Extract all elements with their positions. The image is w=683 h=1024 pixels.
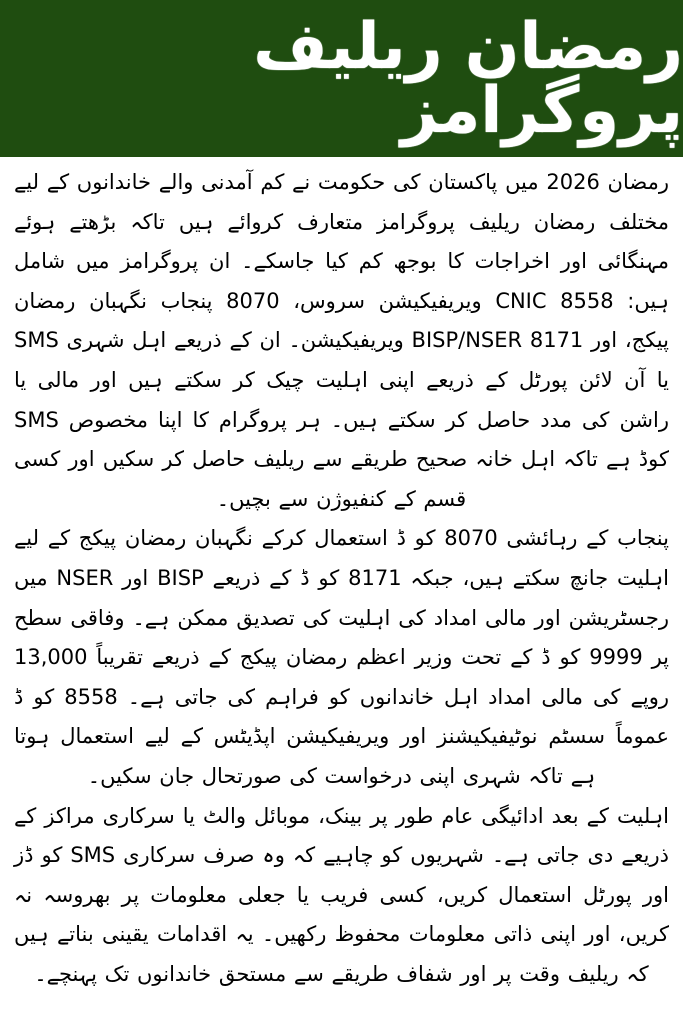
article-paragraph-payment: اہلیت کے بعد ادائیگی عام طور پر بینک، موبائل والٹ یا سرکاری مراکز کے ذریعے دی جاتی ہے۔ شہریوں کو چاہیے کہ وہ صرف سرکاری SMS کو ڈز اور پورٹل استعمال کریں، کسی فریب یا جعلی معلومات پر بھروسہ نہ کریں، اور اپنی ذاتی معلومات محفوظ رکھیں۔ یہ اقدامات یقینی بناتے ہیں کہ ریلیف وقت پر اور شفاف طریقے سے مستحق خاندانوں تک پہنچے۔ <box>14 803 669 986</box>
article-paragraph-codes: پنجاب کے رہائشی 8070 کو ڈ استعمال کرکے نگہبان رمضان پیکج کے لیے اہلیت جانچ سکتے ہیں، جبکہ 8171 کو ڈ کے ذریعے BISP اور NSER میں رجسٹریشن اور مالی امداد کی اہلیت کی تصدیق ممکن ہے۔ وفاقی سطح پر 9999 کو ڈ کے تحت وزیر اعظم رمضان پیکج کے ذریعے تقریباً 13,000 روپے کی مالی امداد اہل خاندانوں کو فراہم کی جاتی ہے۔ 8558 کو ڈ عموماً سسٹم نوٹیفیکیشنز اور ویریفیکیشن اپڈیٹس کے لیے استعمال ہوتا ہے تاکہ شہری اپنی درخواست کی صورتحال جان سکیں۔ <box>14 526 670 788</box>
page-title: رمضان ریلیف پروگرامز <box>253 9 683 148</box>
article-body <box>0 157 683 994</box>
article-paragraph-intro: رمضان 2026 میں پاکستان کی حکومت نے کم آمدنی والے خاندانوں کے لیے مختلف رمضان ریلیف پروگرامز متعارف کروائے ہیں تاکہ بڑھتے ہوئے مہنگائی اور اخراجات کا بوجھ کم کیا جاسکے۔ ان پروگرامز میں شامل ہیں: CNIC 8558 ویریفیکیشن سروس، 8070 پنجاب نگہبان رمضان پیکج، اور BISP/NSER 8171 ویریفیکیشن۔ ان کے ذریعے اہل شہری SMS یا آن لائن پورٹل کے ذریعے اپنی اہلیت چیک کر سکتے ہیں اور مالی یا راشن کی مدد حاصل کر سکتے ہیں۔ ہر پروگرام کا اپنا مخصوص SMS کوڈ ہے تاکہ اہل خانہ صحیح طریقے سے ریلیف حاصل کر سکیں اور کسی قسم کے کنفیوژن سے بچیں۔ <box>14 170 669 511</box>
title-banner <box>0 0 683 157</box>
